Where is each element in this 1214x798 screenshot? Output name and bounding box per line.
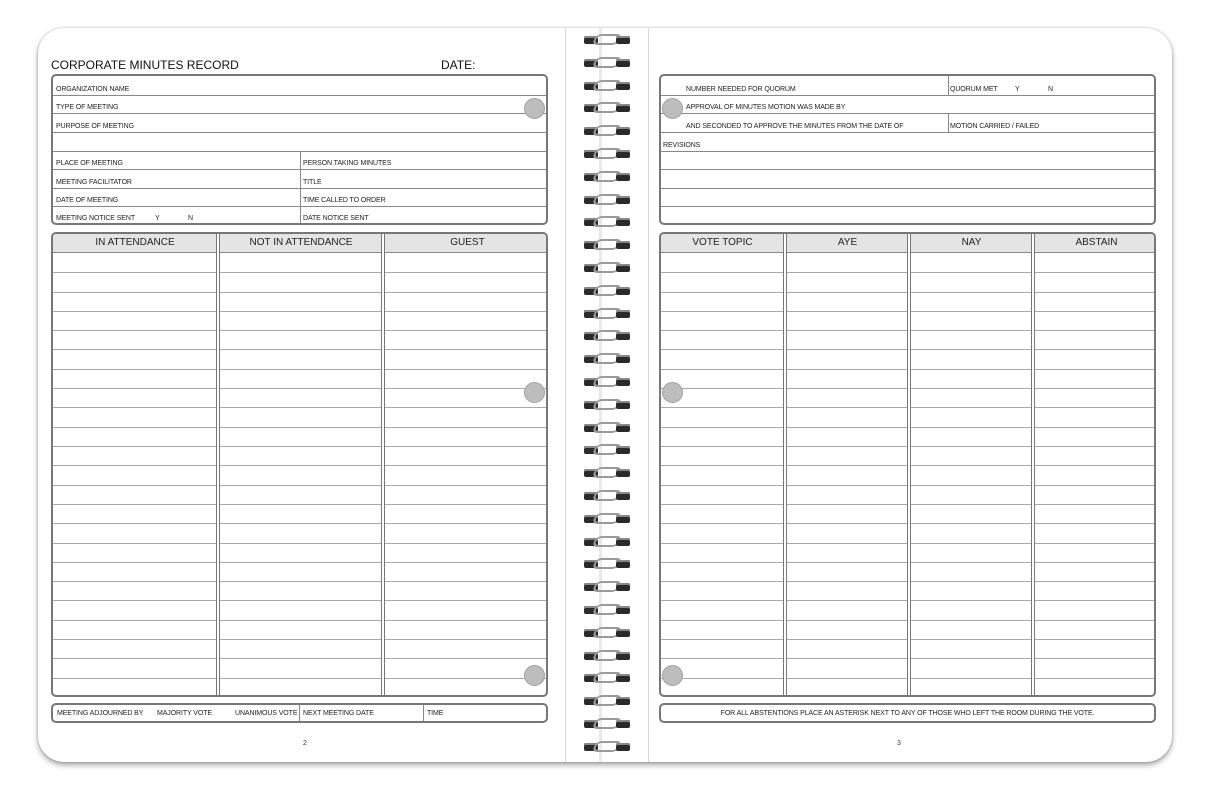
ruled-line bbox=[53, 504, 546, 505]
quorum-needed-label: NUMBER NEEDED FOR QUORUM bbox=[686, 86, 796, 93]
ruled-line bbox=[53, 388, 546, 389]
revisions-label: REVISIONS bbox=[663, 142, 701, 149]
binding-ring bbox=[584, 124, 630, 138]
punch-hole-middle-right bbox=[662, 382, 683, 403]
binding-ring bbox=[584, 740, 630, 754]
binding-ring bbox=[584, 261, 630, 275]
punch-hole-bottom-left bbox=[524, 665, 545, 686]
majority-label: MAJORITY VOTE bbox=[157, 710, 212, 717]
binding-ring bbox=[584, 329, 630, 343]
page-number-left: 2 bbox=[303, 740, 307, 747]
binding-ring bbox=[584, 466, 630, 480]
ruled-line bbox=[53, 349, 546, 350]
not-in-attendance-header: NOT IN ATTENDANCE bbox=[220, 234, 382, 253]
ruled-line bbox=[53, 543, 546, 544]
vote-topic-header: VOTE TOPIC bbox=[661, 234, 784, 253]
binding-ring bbox=[584, 603, 630, 617]
punch-hole-bottom-right bbox=[662, 665, 683, 686]
page-number-right: 3 bbox=[897, 740, 901, 747]
abstain-header: ABSTAIN bbox=[1035, 234, 1156, 253]
ruled-line bbox=[53, 369, 546, 370]
ruled-line bbox=[53, 620, 546, 621]
ruled-line bbox=[53, 330, 546, 331]
binding-ring bbox=[584, 375, 630, 389]
binding-ring bbox=[584, 421, 630, 435]
adjournment-box bbox=[51, 703, 548, 723]
ruled-line bbox=[53, 678, 546, 679]
ruled-line bbox=[53, 465, 546, 466]
punch-hole-top-left bbox=[524, 98, 545, 119]
date-of-meeting-label: DATE OF MEETING bbox=[56, 197, 119, 204]
binding-ring bbox=[584, 557, 630, 571]
abstention-note: FOR ALL ABSTENTIONS PLACE AN ASTERISK NEXT TO ANY OF THOSE WHO LEFT THE ROOM DURING THE VOTE. bbox=[720, 710, 1095, 717]
binding-ring bbox=[584, 79, 630, 93]
binding-ring bbox=[584, 398, 630, 412]
place-label: PLACE OF MEETING bbox=[56, 160, 123, 167]
binding-ring bbox=[584, 671, 630, 685]
binding-ring bbox=[584, 170, 630, 184]
binding-ring bbox=[584, 694, 630, 708]
abstention-note-box bbox=[659, 703, 1156, 723]
binding-ring bbox=[584, 535, 630, 549]
vote-table bbox=[659, 232, 1156, 697]
adjourned-label: MEETING ADJOURNED BY bbox=[57, 710, 144, 717]
motion-label: MOTION CARRIED / FAILED bbox=[950, 123, 1040, 130]
purpose-label: PURPOSE OF MEETING bbox=[56, 123, 134, 130]
in-attendance-header: IN ATTENDANCE bbox=[53, 234, 217, 253]
ruled-line bbox=[53, 311, 546, 312]
binding-ring bbox=[584, 33, 630, 47]
ruled-line bbox=[53, 523, 546, 524]
punch-hole-middle-left bbox=[524, 382, 545, 403]
ruled-line bbox=[53, 485, 546, 486]
title-field-label: TITLE bbox=[303, 179, 322, 186]
guest-header: GUEST bbox=[385, 234, 548, 253]
binding-ring bbox=[584, 238, 630, 252]
binding-ring bbox=[584, 443, 630, 457]
ruled-line bbox=[53, 446, 546, 447]
seconded-label: AND SECONDED TO APPROVE THE MINUTES FROM THE DATE OF bbox=[686, 123, 904, 130]
punch-hole-top-right bbox=[662, 98, 683, 119]
date-label: DATE: bbox=[441, 58, 476, 72]
approval-label: APPROVAL OF MINUTES MOTION WAS MADE BY bbox=[686, 104, 846, 111]
notice-sent-label: MEETING NOTICE SENT bbox=[56, 215, 135, 222]
ruled-line bbox=[53, 562, 546, 563]
binding-ring bbox=[584, 512, 630, 526]
ruled-line bbox=[53, 600, 546, 601]
facilitator-label: MEETING FACILITATOR bbox=[56, 179, 132, 186]
notice-no: N bbox=[188, 215, 193, 222]
ruled-line bbox=[53, 581, 546, 582]
binding-ring bbox=[584, 352, 630, 366]
next-date-label: NEXT MEETING DATE bbox=[303, 710, 374, 717]
binding-ring bbox=[584, 580, 630, 594]
binding-ring bbox=[584, 626, 630, 640]
ruled-line bbox=[53, 272, 546, 273]
quorum-no: N bbox=[1048, 86, 1053, 93]
ruled-line bbox=[53, 407, 546, 408]
ruled-line bbox=[53, 639, 546, 640]
quorum-met-label: QUORUM MET bbox=[950, 86, 998, 93]
ruled-line bbox=[53, 292, 546, 293]
unanimous-label: UNANIMOUS VOTE bbox=[235, 710, 298, 717]
binding-ring bbox=[584, 101, 630, 115]
ruled-line bbox=[53, 658, 546, 659]
notice-yes: Y bbox=[155, 215, 160, 222]
aye-header: AYE bbox=[787, 234, 908, 253]
binding-ring bbox=[584, 147, 630, 161]
person-label: PERSON TAKING MINUTES bbox=[303, 160, 392, 167]
binding-ring bbox=[584, 215, 630, 229]
binding-ring bbox=[584, 489, 630, 503]
form-title: CORPORATE MINUTES RECORD bbox=[51, 58, 239, 72]
binding-ring bbox=[584, 56, 630, 70]
type-label: TYPE OF MEETING bbox=[56, 104, 119, 111]
date-notice-label: DATE NOTICE SENT bbox=[303, 215, 369, 222]
binding-ring bbox=[584, 284, 630, 298]
attendance-table bbox=[51, 232, 548, 697]
meeting-info-box bbox=[51, 74, 548, 225]
binding-ring bbox=[584, 649, 630, 663]
nay-header: NAY bbox=[911, 234, 1032, 253]
binding-ring bbox=[584, 307, 630, 321]
binding-ring bbox=[584, 193, 630, 207]
org-name-label: ORGANIZATION NAME bbox=[56, 86, 130, 93]
quorum-box bbox=[659, 74, 1156, 225]
binding-ring bbox=[584, 717, 630, 731]
time-called-label: TIME CALLED TO ORDER bbox=[303, 197, 386, 204]
time-label: TIME bbox=[427, 710, 444, 717]
quorum-yes: Y bbox=[1015, 86, 1020, 93]
ruled-line bbox=[53, 427, 546, 428]
